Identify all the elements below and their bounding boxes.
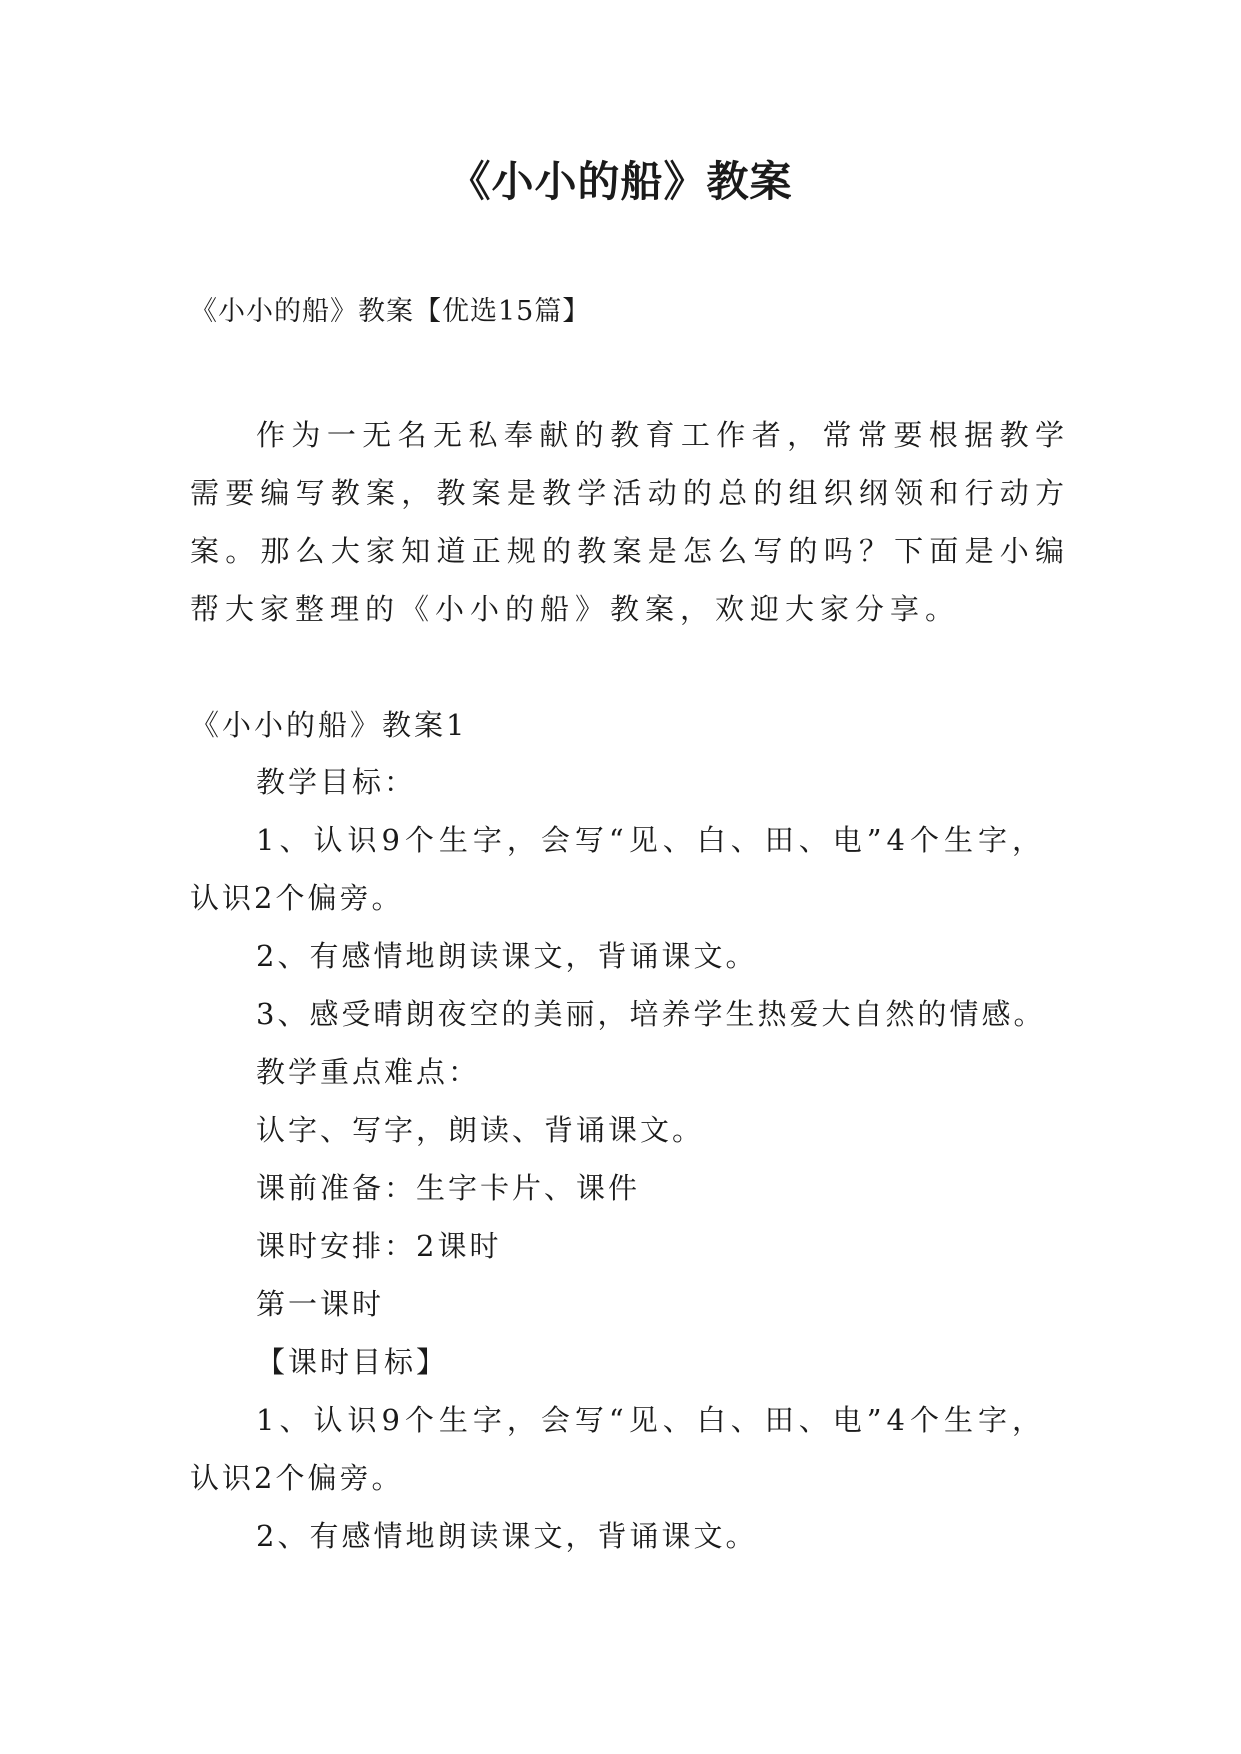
schedule: 课时安排：2课时 [256, 1229, 502, 1263]
preparation: 课前准备：生字卡片、课件 [256, 1171, 641, 1205]
document-title: 《小小的船》教案 [448, 157, 793, 206]
goal-2: 2、有感情地朗读课文，背诵课文。 [256, 939, 758, 973]
period-goal-1-line-1: 1、认识9个生字，会写“见、白、田、电”4个生字， [256, 1403, 1047, 1437]
period-goals-label: 【课时目标】 [256, 1345, 449, 1379]
document-subtitle: 《小小的船》教案【优选15篇】 [190, 296, 591, 327]
goals-label: 教学目标： [256, 765, 417, 799]
goal-1-line-2: 认识2个偏旁。 [190, 881, 404, 915]
goal-3: 3、感受晴朗夜空的美丽，培养学生热爱大自然的情感。 [256, 997, 1046, 1031]
key-points: 认字、写字，朗读、背诵课文。 [256, 1113, 705, 1147]
lesson-heading: 《小小的船》教案1 [190, 708, 468, 742]
goal-1-line-1: 1、认识9个生字，会写“见、白、田、电”4个生字， [256, 823, 1047, 857]
intro-paragraph: 作为一无名无私奉献的教育工作者，常常要根据教学需要编写教案，教案是教学活动的总的组织纲领和行动方案。那么大家知道正规的教案是怎么写的吗？下面是小编帮大家整理的《小小的船》教案，欢迎大家分享。 [190, 418, 1070, 626]
period-goal-2: 2、有感情地朗读课文，背诵课文。 [256, 1519, 758, 1553]
first-period-heading: 第一课时 [256, 1287, 385, 1321]
period-goal-1-line-2: 认识2个偏旁。 [190, 1461, 404, 1495]
key-points-label: 教学重点难点： [256, 1055, 481, 1089]
